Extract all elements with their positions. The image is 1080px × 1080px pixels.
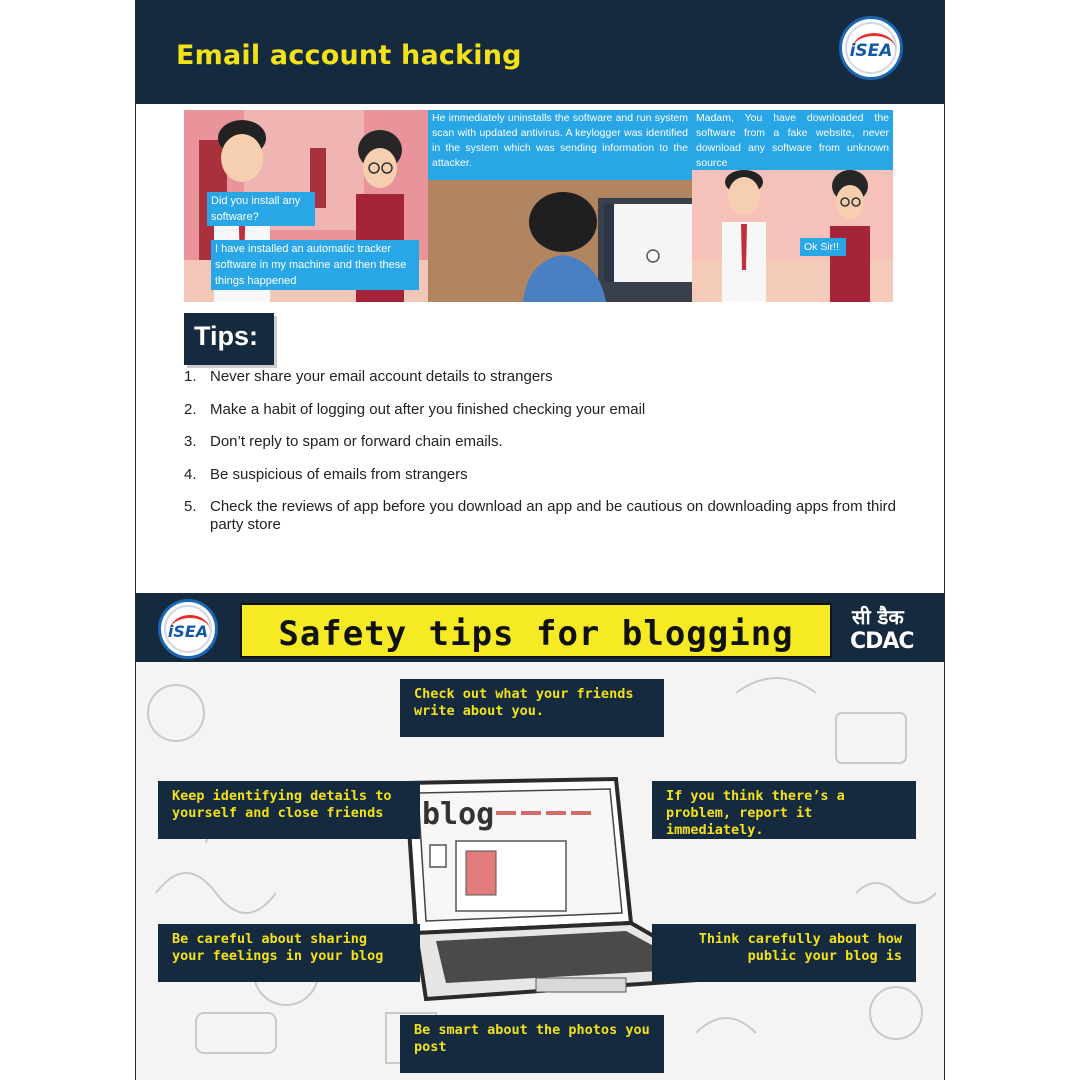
- tip-card-friends: Check out what your friends write about you.: [400, 679, 664, 737]
- tip-card-report-problem: If you think there’s a problem, report it immediately.: [652, 781, 916, 839]
- speech-bubble-question: Did you install any software?: [207, 192, 315, 226]
- tip-item-3: 3. Don’t reply to spam or forward chain emails.: [184, 433, 503, 450]
- tip-card-identifying-details: Keep identifying details to yourself and close friends: [158, 781, 420, 839]
- narration-caption-scan: He immediately uninstalls the software and run system scan with updated antivirus. A keylogger was identified in the system which was sending information to the attacker.: [428, 110, 692, 180]
- comic-panel-2: [428, 110, 692, 302]
- email-hacking-header: [136, 0, 944, 104]
- tips-list: [184, 368, 896, 549]
- cdac-logo: सी डैक CDAC: [850, 605, 914, 654]
- page-title: Email account hacking: [176, 40, 522, 71]
- speech-bubble-answer: I have installed an automatic tracker software in my machine and then these things happened: [211, 240, 419, 290]
- blogging-title: Safety tips for blogging: [278, 614, 794, 654]
- blogging-header: [136, 593, 944, 662]
- tips-heading: Tips:: [194, 321, 259, 351]
- laptop-blog-word: blog: [422, 797, 495, 832]
- isea-logo-secondary: iSEA: [158, 599, 218, 659]
- tip-item-5: 5. Check the reviews of app before you download an app and be cautious on downloading apps from third party store: [184, 498, 896, 533]
- tip-item-1: 1. Never share your email account details to strangers: [184, 368, 553, 385]
- isea-logo: [839, 16, 903, 80]
- narration-caption-advice: Madam, You have downloaded the software from a fake website, never download any software from unknown source: [692, 110, 893, 170]
- document-page: [135, 0, 945, 1080]
- comic-panel-1: [184, 110, 428, 302]
- tips-heading-badge: [184, 313, 274, 365]
- tip-card-public-blog: Think carefully about how public your blog is: [652, 924, 916, 982]
- blogging-title-banner: [240, 603, 832, 658]
- tip-card-feelings: Be careful about sharing your feelings in your blog: [158, 924, 420, 982]
- logo-text: iSEA: [849, 41, 893, 61]
- blogging-section: [136, 593, 944, 1080]
- comic-panel-3: [692, 110, 893, 302]
- speech-bubble-ok: Ok Sir!!: [800, 238, 846, 256]
- tip-item-4: 4. Be suspicious of emails from strangers: [184, 465, 468, 483]
- tip-card-photos: Be smart about the photos you post: [400, 1015, 664, 1073]
- tip-item-2: 2. Make a habit of logging out after you finished checking your email: [184, 400, 646, 418]
